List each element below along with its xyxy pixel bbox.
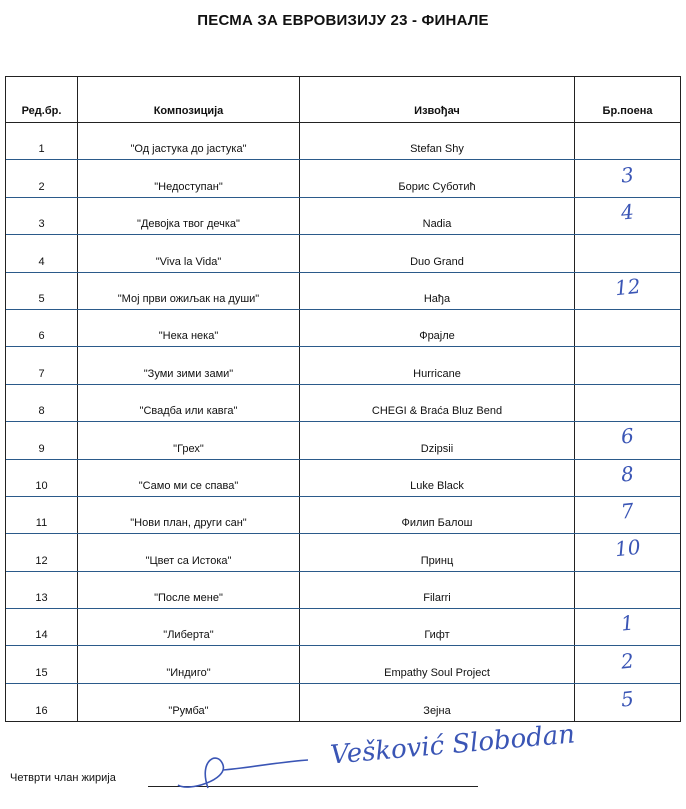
row-song: "Зуми зими зами" [78, 347, 300, 383]
row-points [575, 198, 680, 234]
table-row [6, 310, 680, 347]
row-points [575, 646, 680, 682]
row-song: "Румба" [78, 684, 300, 721]
row-artist: Филип Балош [300, 497, 575, 533]
row-points [575, 684, 680, 721]
handwritten-score: 10 [613, 535, 642, 562]
table-row [6, 609, 680, 646]
row-points [575, 534, 680, 570]
row-song: "Цвет са Истока" [78, 534, 300, 570]
table-row [6, 273, 680, 310]
table-row [6, 235, 680, 272]
row-artist: Nadia [300, 198, 575, 234]
handwritten-score: 7 [619, 498, 636, 524]
row-song: "Од јастука до јастука" [78, 123, 300, 159]
row-song: "Мој први ожиљак на души" [78, 273, 300, 309]
row-artist: Зејна [300, 684, 575, 721]
handwritten-score: 2 [619, 648, 636, 674]
table-row [6, 646, 680, 683]
row-points [575, 273, 680, 309]
header-points: Бр.поена [602, 105, 653, 117]
handwritten-score: 3 [619, 161, 636, 188]
row-number: 10 [6, 460, 78, 496]
row-number: 7 [6, 347, 78, 383]
row-number: 11 [6, 497, 78, 533]
row-artist: Гифт [300, 609, 575, 645]
row-points [575, 310, 680, 346]
table-row [6, 684, 680, 721]
row-points [575, 123, 680, 159]
row-number: 3 [6, 198, 78, 234]
row-artist: Empathy Soul Project [300, 646, 575, 682]
row-number: 1 [6, 123, 78, 159]
row-song: "После мене" [78, 572, 300, 608]
row-number: 12 [6, 534, 78, 570]
row-number: 6 [6, 310, 78, 346]
table-row [6, 347, 680, 384]
table-row [6, 572, 680, 609]
handwritten-score: 5 [619, 685, 636, 712]
handwritten-score: 4 [619, 199, 636, 225]
handwritten-score: 6 [619, 423, 636, 449]
row-song: "Нека нека" [78, 310, 300, 346]
table-row [6, 534, 680, 571]
row-song: "Недоступан" [78, 160, 300, 196]
row-artist: Dzipsii [300, 422, 575, 458]
row-song: "Само ми се спава" [78, 460, 300, 496]
row-points [575, 347, 680, 383]
row-number: 2 [6, 160, 78, 196]
row-artist: Борис Суботић [300, 160, 575, 196]
row-points [575, 235, 680, 271]
table-row [6, 460, 680, 497]
row-number: 9 [6, 422, 78, 458]
row-artist: CHEGI & Braća Bluz Bend [300, 385, 575, 421]
row-song: "Viva la Vida" [78, 235, 300, 271]
table-row [6, 123, 680, 160]
row-number: 15 [6, 646, 78, 682]
row-song: "Свадба или кавга" [78, 385, 300, 421]
table-body [6, 123, 680, 721]
row-artist: Hurricane [300, 347, 575, 383]
row-artist: Stefan Shy [300, 123, 575, 159]
row-number: 16 [6, 684, 78, 721]
handwritten-score: 8 [619, 461, 636, 487]
row-number: 5 [6, 273, 78, 309]
row-artist: Luke Black [300, 460, 575, 496]
row-number: 4 [6, 235, 78, 271]
handwritten-score: 1 [619, 610, 636, 636]
row-number: 13 [6, 572, 78, 608]
row-song: "Либерта" [78, 609, 300, 645]
page-title: ПЕСМА ЗА ЕВРОВИЗИЈУ 23 - ФИНАЛЕ [197, 12, 489, 29]
handwritten-score: 12 [613, 273, 642, 301]
jury-member-label: Четврти члан жирија [10, 772, 116, 784]
row-artist: Duo Grand [300, 235, 575, 271]
table-header-row [6, 77, 680, 123]
voting-table [5, 76, 681, 722]
row-artist: Принц [300, 534, 575, 570]
row-number: 8 [6, 385, 78, 421]
header-song: Композиција [78, 77, 300, 122]
row-points [575, 497, 680, 533]
row-points [575, 460, 680, 496]
table-row [6, 198, 680, 235]
table-row [6, 422, 680, 459]
table-row [6, 160, 680, 197]
row-points [575, 422, 680, 458]
row-points [575, 572, 680, 608]
row-points [575, 160, 680, 196]
row-artist: Нађа [300, 273, 575, 309]
row-artist: Фрајле [300, 310, 575, 346]
row-song: "Грех" [78, 422, 300, 458]
row-points [575, 385, 680, 421]
row-song: "Индиго" [78, 646, 300, 682]
row-points [575, 609, 680, 645]
table-row [6, 385, 680, 422]
row-song: "Нови план, други сан" [78, 497, 300, 533]
row-number: 14 [6, 609, 78, 645]
signature-name: Vešković Slobodan [329, 719, 577, 771]
header-artist: Извођач [300, 77, 575, 122]
table-row [6, 497, 680, 534]
header-number: Ред.бр. [6, 77, 78, 122]
row-song: "Девојка твог дечка" [78, 198, 300, 234]
row-artist: Filarri [300, 572, 575, 608]
